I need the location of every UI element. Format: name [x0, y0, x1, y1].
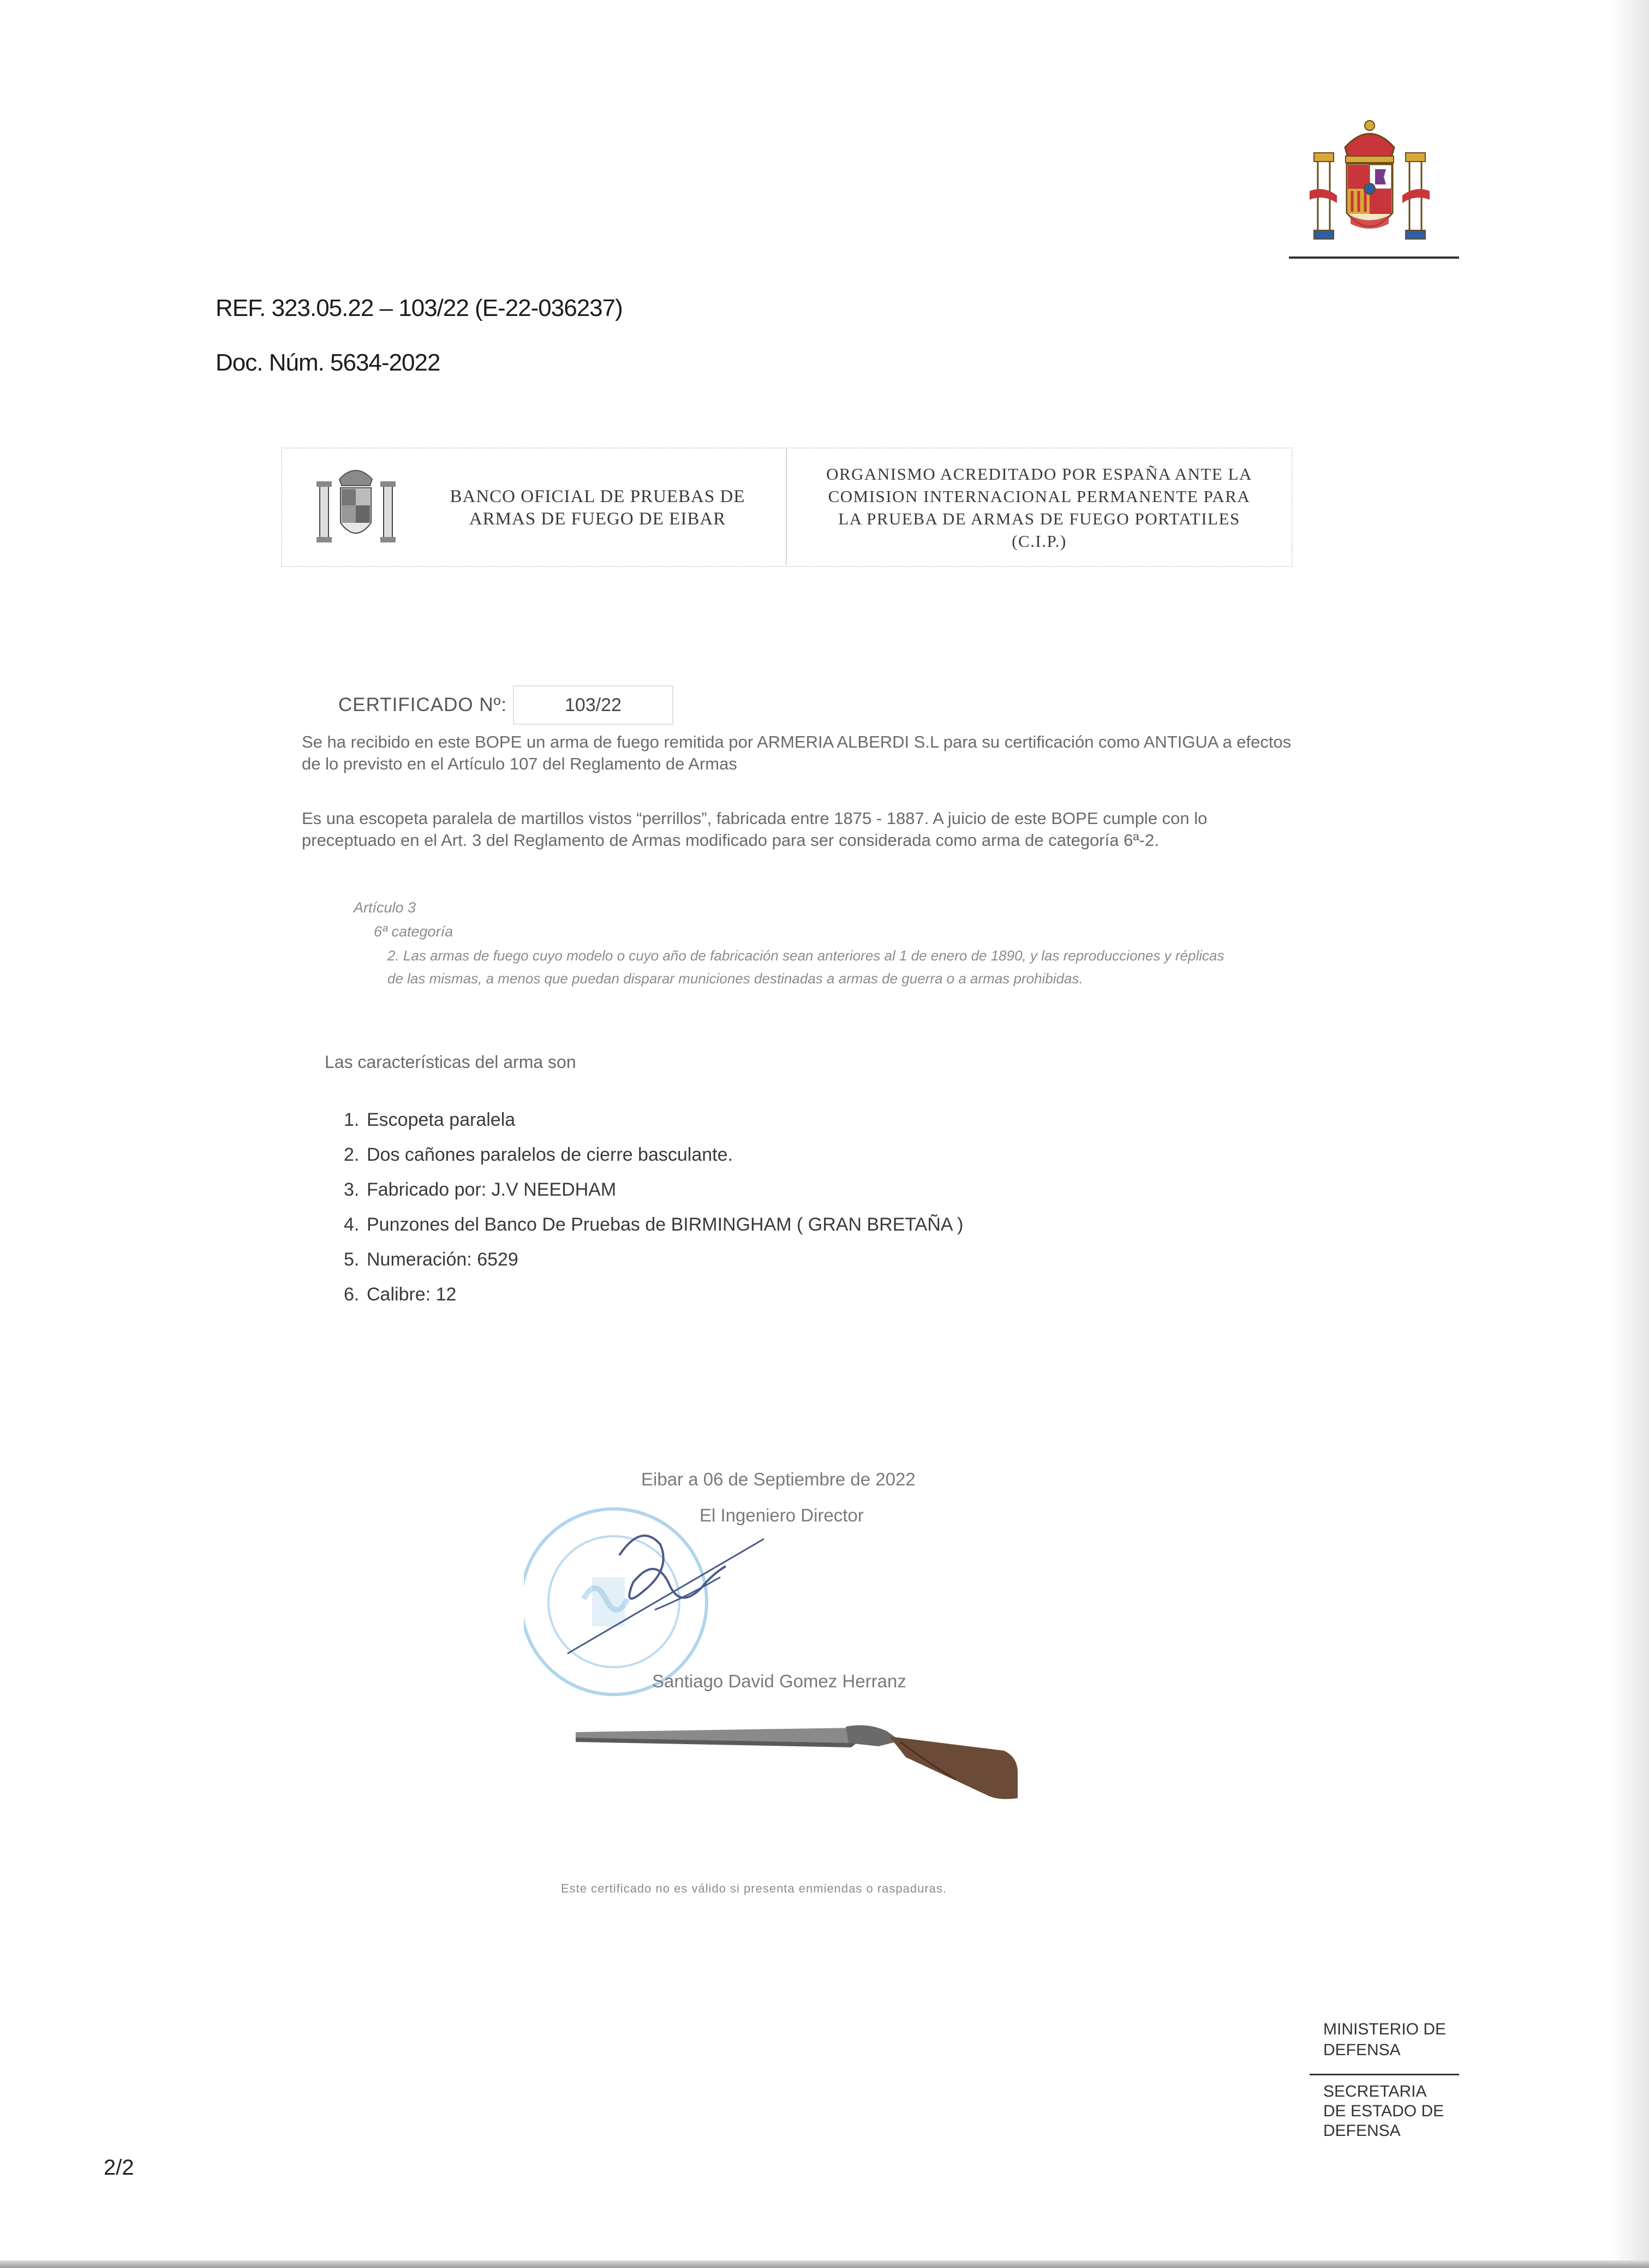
list-item: 1. Escopeta paralela [344, 1109, 516, 1130]
scan-bottom-edge [0, 2260, 1649, 2268]
list-item: 6. Calibre: 12 [344, 1284, 457, 1305]
list-item: 3. Fabricado por: J.V NEEDHAM [344, 1179, 617, 1200]
list-item: 4. Punzones del Banco De Pruebas de BIRMINGHAM ( GRAN BRETAÑA ) [344, 1214, 964, 1235]
ministry-divider [1310, 2074, 1459, 2075]
document-number: Doc. Núm. 5634-2022 [216, 349, 440, 376]
certificate-label: CERTIFICADO Nº: [338, 694, 507, 715]
org-line-2: COMISION INTERNACIONAL PERMANENTE PARA [828, 487, 1251, 506]
description-paragraph: Es una escopeta paralela de martillos vistos “perrillos”, fabricada entre 1875 - 1887. A juicio de este BOPE cumple con lo preceptuado en el Art. 3 del Reglamento de Armas modificado para ser considerada como arma de categoría 6ª-2. [302, 809, 1208, 850]
ministry-name [1323, 2019, 1446, 2061]
org-line-1: ORGANISMO ACREDITADO POR ESPAÑA ANTE LA [826, 464, 1252, 484]
shotgun-image [573, 1719, 1026, 1806]
place-and-date: Eibar a 06 de Septiembre de 2022 [641, 1469, 916, 1489]
signer-title: El Ingeniero Director [700, 1505, 864, 1525]
org-line-3: LA PRUEBA DE ARMAS DE FUEGO PORTATILES [838, 509, 1240, 528]
ministry-line-1: MINISTERIO DE [1323, 2020, 1447, 2038]
scan-edge-shadow [1611, 0, 1649, 2268]
spain-coat-of-arms-icon [1288, 109, 1451, 262]
bope-name [423, 486, 772, 530]
certificate-number: 103/22 [513, 685, 673, 725]
bope-coat-of-arms-icon [306, 457, 407, 556]
signer-name: Santiago David Gomez Herranz [652, 1671, 906, 1691]
cip-accreditation-text [792, 463, 1286, 552]
header-divider [786, 449, 787, 565]
list-item: 5. Numeración: 6529 [344, 1249, 518, 1270]
page-number: 2/2 [104, 2156, 134, 2180]
secretariat-line-3: DEFENSA [1323, 2122, 1401, 2140]
bope-name-line-2: ARMAS DE FUEGO DE EIBAR [469, 509, 726, 529]
validity-footnote: Este certificado no es válido si presenta enmiendas o raspaduras. [561, 1882, 947, 1895]
characteristics-list [344, 1102, 963, 1312]
article-category: 6ª categoría [374, 923, 453, 940]
secretariat-line-1: SECRETARIA [1323, 2082, 1427, 2100]
article-title: Artículo 3 [354, 899, 416, 916]
org-line-4: (C.I.P.) [1012, 532, 1067, 551]
header-rule [1289, 256, 1459, 259]
article-body: 2. Las armas de fuego cuyo modelo o cuyo año de fabricación sean anteriores al 1 de enero de 1890, y las reproducciones y réplicas de las mismas, a menos que puedan disparar municiones destinadas a armas de guerra o a armas prohibidas. [387, 947, 1224, 987]
list-item: 2. Dos cañones paralelos de cierre basculante. [344, 1144, 733, 1165]
characteristics-intro: Las características del arma son [325, 1052, 576, 1072]
secretariat-name [1323, 2082, 1444, 2141]
reception-paragraph: Se ha recibido en este BOPE un arma de fuego remitida por ARMERIA ALBERDI S.L para su certificación como ANTIGUA a efectos de lo previsto en el Artículo 107 del Reglamento de Armas [302, 732, 1292, 773]
bope-name-line-1: BANCO OFICIAL DE PRUEBAS DE [450, 487, 745, 506]
reference-number: REF. 323.05.22 – 103/22 (E-22-036237) [216, 295, 623, 321]
ministry-line-2: DEFENSA [1323, 2041, 1401, 2059]
secretariat-line-2: DE ESTADO DE [1323, 2102, 1444, 2120]
